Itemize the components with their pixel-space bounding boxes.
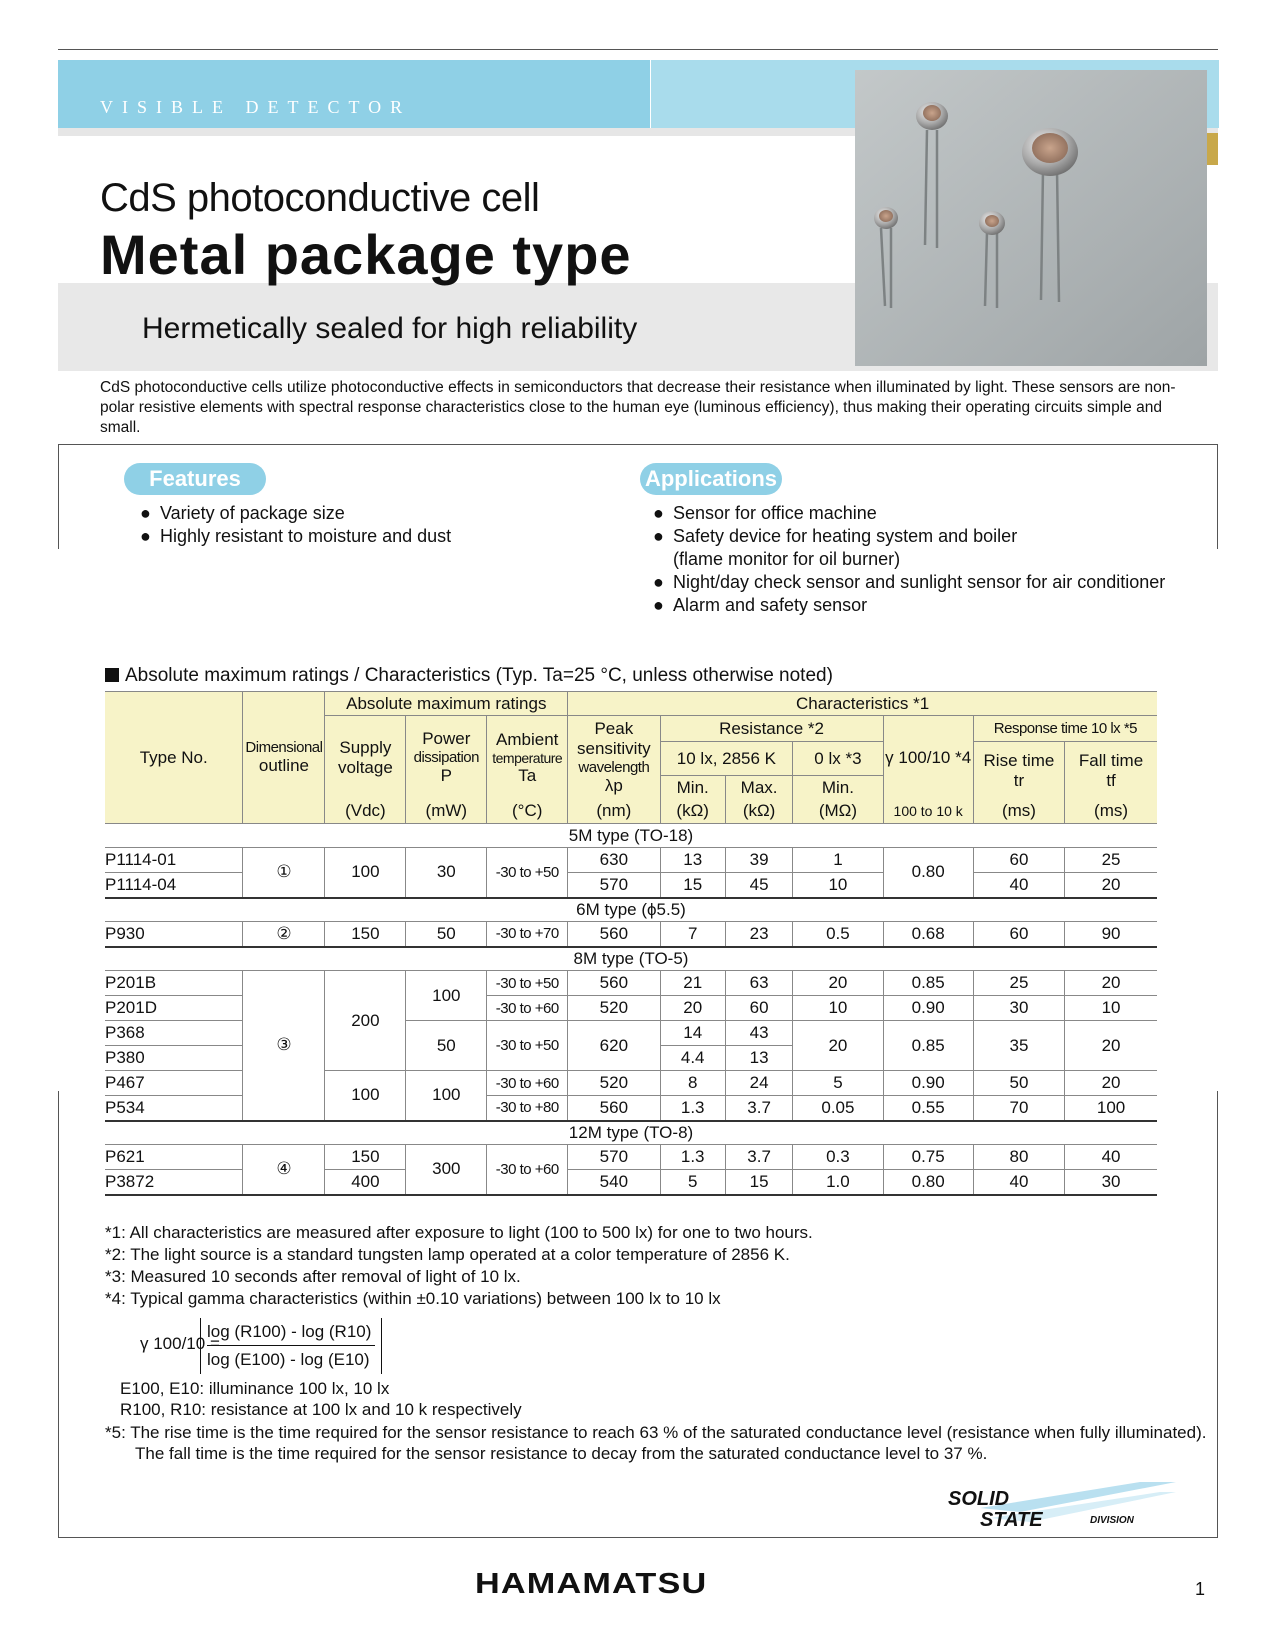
table-cell: 60 [725,996,792,1021]
section-box-bottom [58,1537,1218,1538]
section-box-left [58,444,59,549]
bullet-icon: ● [140,526,151,546]
product-subtitle: CdS photoconductive cell [100,176,540,220]
type-p368: P368 [105,1021,243,1046]
table-cell: 0.5 [793,922,883,947]
type-p380: P380 [105,1046,243,1071]
header-rise: Rise time tr [973,742,1064,800]
table-cell: 50 [406,1021,487,1071]
table-cell: 560 [568,1096,660,1121]
table-cell: -30 to +70 [487,922,568,947]
table-cell: 0.85 [883,971,973,996]
unit-gamma: 100 to 10 k [883,800,973,824]
table-cell: 24 [725,1071,792,1096]
product-title: Metal package type [100,223,632,286]
header-type-no: Type No. [105,692,243,824]
header-res-0lx: 0 lx *3 [793,742,883,776]
list-item: ● Night/day check sensor and sunlight sensor for air conditioner [653,572,1166,592]
table-cell: 50 [973,1071,1064,1096]
footnotes [105,1222,1185,1310]
table-cell: 0.80 [883,848,973,898]
table-cell: 10 [793,873,883,898]
unit-vdc: (Vdc) [325,800,406,824]
table-cell: 630 [568,848,660,873]
unit-nm: (nm) [568,800,660,824]
table-cell: 540 [568,1170,660,1195]
table-cell: 400 [325,1170,406,1195]
formula-lhs: γ 100/10 = [140,1334,220,1353]
list-item: ● Safety device for heating system and boiler [653,526,1018,546]
header-fall: Fall time tf [1065,742,1157,800]
table-cell: 100 [325,1071,406,1121]
outline-3: ③ [243,971,325,1121]
footnote-3: *3: Measured 10 seconds after removal of light of 10 lx. [105,1267,521,1286]
applications-pill: Applications [640,463,782,495]
list-item: ● Highly resistant to moisture and dust [140,526,452,546]
header-max: Max. [725,776,792,800]
group-8m: 8M type (TO-5) [105,947,1157,971]
table-cell: 20 [660,996,725,1021]
type-p467: P467 [105,1071,243,1096]
table-cell: 15 [660,873,725,898]
brand-logo: HAMAMATSU [475,1568,708,1600]
table-cell: 14 [660,1021,725,1046]
product-tagline: Hermetically sealed for high reliability [142,312,638,345]
outline-4: ④ [243,1145,325,1195]
table-cell: 8 [660,1071,725,1096]
table-cell: 150 [325,922,406,947]
header-supply: Supply voltage [325,716,406,800]
table-cell: 20 [1065,1021,1157,1071]
logo-text-division: DIVISION [1090,1515,1134,1526]
list-item: ● Sensor for office machine [653,503,877,523]
header-peak: Peak sensitivity wavelength λp [568,716,660,800]
table-cell: 100 [1065,1096,1157,1121]
category-label: VISIBLE DETECTOR [100,97,412,117]
table-cell: -30 to +60 [487,1071,568,1096]
table-cell: 1.0 [793,1170,883,1195]
table-cell: 4.4 [660,1046,725,1071]
intro-paragraph: CdS photoconductive cells utilize photoconductive effects in semiconductors that decrease their resistance when illuminated by light. These sensors are non-polar resistive elements with spectral response characteristics close to the human eye (luminous efficiency), thus making their operating circuits simple and small. [100,379,1176,436]
bullet-icon: ● [140,503,151,523]
header-min2: Min. [793,776,883,800]
table-cell: 0.3 [793,1145,883,1170]
table-cell: 150 [325,1145,406,1170]
e-definition: E100, E10: illuminance 100 lx, 10 lx [120,1379,390,1398]
header-gamma: γ 100/10 *4 [883,716,973,800]
table-cell: 40 [973,1170,1064,1195]
table-cell: 200 [325,971,406,1071]
table-cell: -30 to +50 [487,1021,568,1071]
table-cell: 90 [1065,922,1157,947]
table-cell: 5 [660,1170,725,1195]
type-p201d: P201D [105,996,243,1021]
table-cell: 30 [1065,1170,1157,1195]
bullet-icon: ● [653,572,664,592]
table-cell: 10 [1065,996,1157,1021]
square-bullet-icon [105,668,119,682]
header-abs-max: Absolute maximum ratings [325,692,568,716]
table-cell: 0.05 [793,1096,883,1121]
table-cell: 13 [660,848,725,873]
table-cell: 100 [406,971,487,1021]
table-cell: 7 [660,922,725,947]
table-cell: 70 [973,1096,1064,1121]
table-cell: -30 to +60 [487,1145,568,1195]
section-box-right-lower [1217,1091,1218,1537]
header-ambient: Ambient temperature Ta [487,716,568,800]
table-cell: 560 [568,971,660,996]
outline-2: ② [243,922,325,947]
table-cell: 520 [568,996,660,1021]
table-cell: 39 [725,848,792,873]
table-cell: 30 [406,848,487,898]
table-cell: 13 [725,1046,792,1071]
table-cell: 43 [725,1021,792,1046]
footnote-2: *2: The light source is a standard tungsten lamp operated at a color temperature of 2856 K. [105,1245,790,1264]
features-pill: Features [124,463,266,495]
section-box-right [1217,444,1218,549]
formula-definitions [120,1378,1200,1420]
r-definition: R100, R10: resistance at 100 lx and 10 k respectively [120,1400,522,1419]
table-cell: 15 [725,1170,792,1195]
group-12m: 12M type (TO-8) [105,1121,1157,1145]
table-cell: 5 [793,1071,883,1096]
features-list [140,502,451,548]
table-cell: -30 to +50 [487,848,568,898]
table-cell: 570 [568,1145,660,1170]
spec-table [105,691,1157,1196]
header-dimensional: Dimensional outline [243,692,325,824]
product-photo [855,70,1207,366]
group-6m: 6M type (ϕ5.5) [105,898,1157,922]
unit-c: (°C) [487,800,568,824]
table-cell: 23 [725,922,792,947]
table-cell: 40 [1065,1145,1157,1170]
applications-list [653,502,1213,617]
table-cell: 50 [406,922,487,947]
table-heading: Absolute maximum ratings / Characteristics (Typ. Ta=25 °C, unless otherwise noted) [105,665,833,687]
outline-1: ① [243,848,325,898]
section-box-left-lower [58,1091,59,1537]
logo-text-state: STATE [980,1509,1043,1530]
type-p930: P930 [105,922,243,947]
table-cell: 0.75 [883,1145,973,1170]
table-cell: 1.3 [660,1145,725,1170]
unit-mw: (mW) [406,800,487,824]
table-cell: 0.55 [883,1096,973,1121]
table-cell: 20 [1065,1071,1157,1096]
table-cell: 1.3 [660,1096,725,1121]
table-cell: 21 [660,971,725,996]
section-box-top [58,444,1218,445]
formula-denominator: log (E100) - log (E10) [207,1350,370,1369]
table-cell: 40 [973,873,1064,898]
table-cell: 300 [406,1145,487,1195]
footnote-4: *4: Typical gamma characteristics (within ±0.10 variations) between 100 lx to 10 lx [105,1289,721,1308]
header-power: Power dissipation P [406,716,487,800]
table-cell: 45 [725,873,792,898]
table-cell: 0.80 [883,1170,973,1195]
footnote-1: *1: All characteristics are measured after exposure to light (100 to 500 lx) for one to two hours. [105,1223,813,1242]
group-5m: 5M type (TO-18) [105,824,1157,848]
solid-state-division-logo [940,1478,1180,1530]
page-number: 1 [1195,1579,1206,1599]
list-item-continuation: (flame monitor for oil burner) [673,549,901,569]
bullet-icon: ● [653,503,664,523]
table-cell: 80 [973,1145,1064,1170]
table-cell: 63 [725,971,792,996]
list-item: ● Alarm and safety sensor [653,595,868,615]
table-cell: 20 [793,1021,883,1071]
type-p621: P621 [105,1145,243,1170]
table-cell: 100 [406,1071,487,1121]
table-cell: 0.90 [883,1071,973,1096]
table-cell: 20 [1065,971,1157,996]
type-p1114-04: P1114-04 [105,873,243,898]
gold-tab [1207,133,1218,165]
list-item: ● Variety of package size [140,503,345,523]
unit-kohm-max: (kΩ) [725,800,792,824]
table-cell: -30 to +50 [487,971,568,996]
bullet-icon: ● [653,595,664,615]
type-p534: P534 [105,1096,243,1121]
table-cell: -30 to +80 [487,1096,568,1121]
table-cell: 0.68 [883,922,973,947]
footnote-5: *5: The rise time is the time required for the sensor resistance to reach 63 % of the saturated conductance level (resistance when fully illuminated). The fall time is the time required for the sensor resistance to decay from the saturated conductance level to 37 %. [105,1423,1207,1463]
table-cell: 520 [568,1071,660,1096]
formula-fraction [200,1318,382,1374]
unit-mohm: (MΩ) [793,800,883,824]
unit-kohm-min: (kΩ) [660,800,725,824]
logo-text-solid: SOLID [948,1488,1010,1510]
table-cell: 30 [973,996,1064,1021]
table-cell: 620 [568,1021,660,1071]
formula-numerator: log (R100) - log (R10) [207,1318,375,1346]
table-cell: 60 [973,922,1064,947]
type-p3872: P3872 [105,1170,243,1195]
table-cell: 0.85 [883,1021,973,1071]
header-res-10lx: 10 lx, 2856 K [660,742,793,776]
table-cell: 3.7 [725,1145,792,1170]
table-cell: 0.90 [883,996,973,1021]
table-cell: 25 [1065,848,1157,873]
table-cell: 3.7 [725,1096,792,1121]
table-cell: 25 [973,971,1064,996]
bullet-icon: ● [653,526,664,546]
table-cell: 100 [325,848,406,898]
header-resistance: Resistance *2 [660,716,883,742]
table-cell: 560 [568,922,660,947]
table-cell: 60 [973,848,1064,873]
table-cell: 10 [793,996,883,1021]
table-cell: 1 [793,848,883,873]
type-p201b: P201B [105,971,243,996]
table-cell: 570 [568,873,660,898]
type-p1114-01: P1114-01 [105,848,243,873]
header-response: Response time 10 lx *5 [973,716,1157,742]
header-characteristics: Characteristics *1 [568,692,1157,716]
table-cell: 20 [1065,873,1157,898]
top-rule [58,49,1218,50]
header-min: Min. [660,776,725,800]
table-cell: 35 [973,1021,1064,1071]
table-cell: 20 [793,971,883,996]
unit-ms-fall: (ms) [1065,800,1157,824]
table-cell: -30 to +60 [487,996,568,1021]
unit-ms-rise: (ms) [973,800,1064,824]
